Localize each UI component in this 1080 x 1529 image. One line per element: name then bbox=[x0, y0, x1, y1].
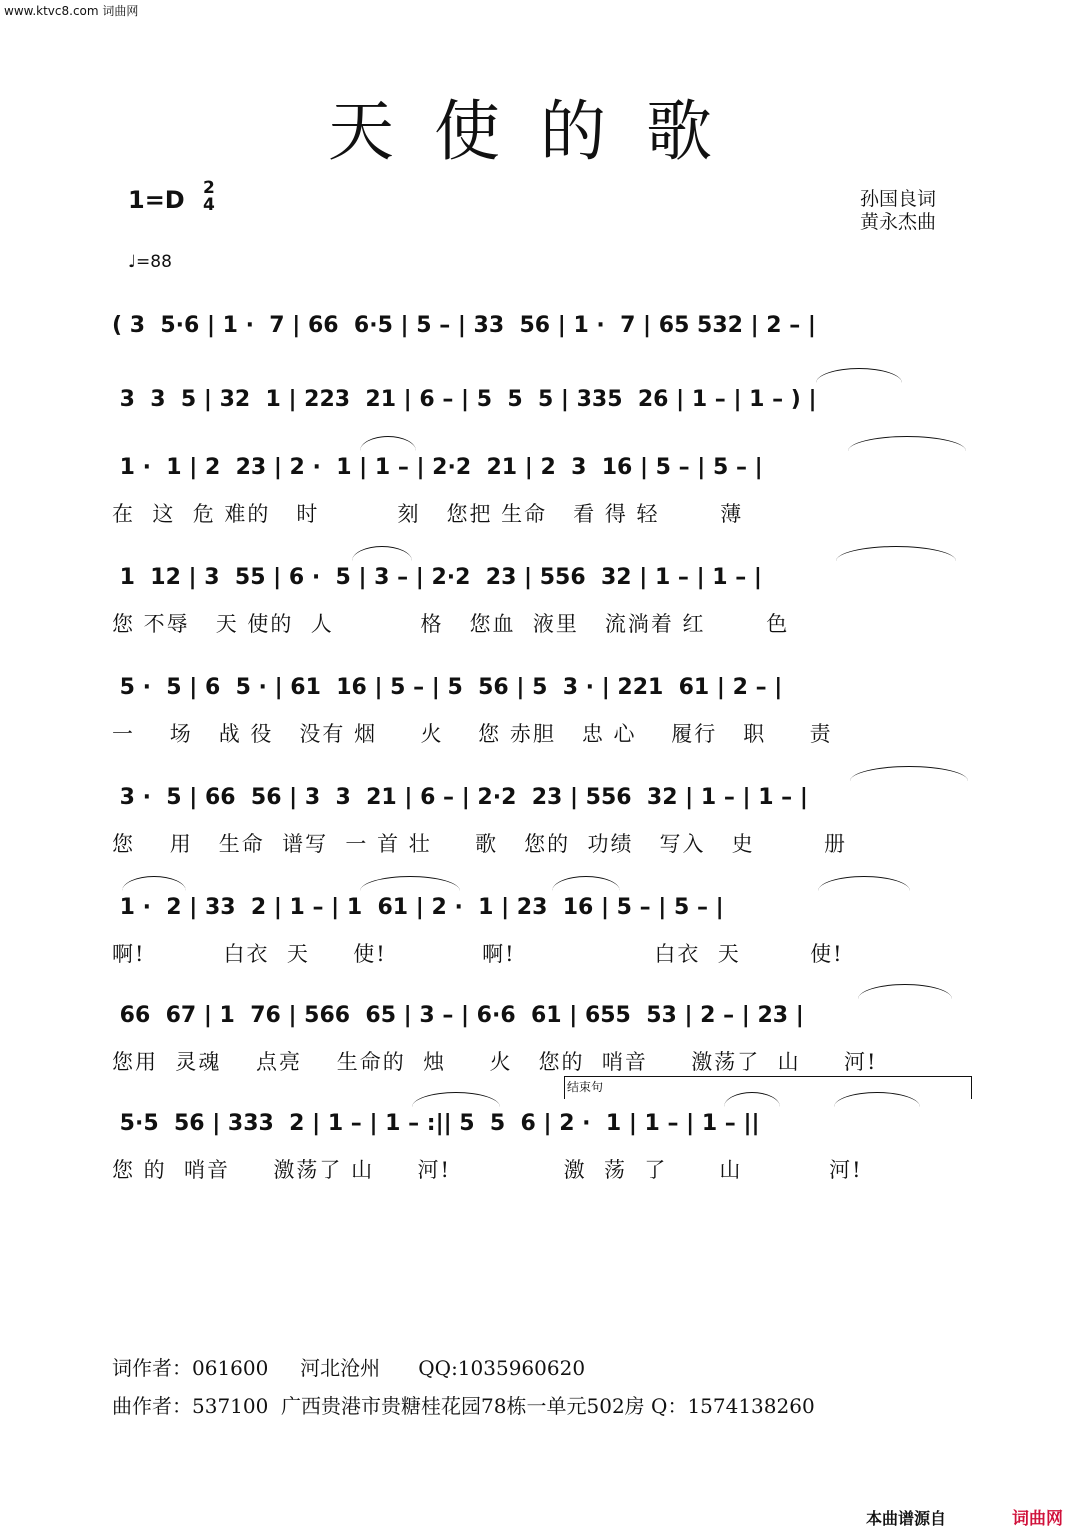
notation: 3 3 5 | 32 1 | 223 21 | 6 – | 5 5 5 | 335 26 | 1 – | 1 – ) | bbox=[112, 387, 817, 412]
notation: 5·5 56 | 333 2 | 1 – | 1 – :|| 5 5 6 | 2 · 1 | 1 – | 1 – || bbox=[112, 1111, 760, 1136]
lyricist-credit: 孙国良词 bbox=[860, 188, 937, 210]
notation: ( 3 5·6 | 1 · 7 | 66 6·5 | 5 – | 33 56 | 1 · 7 | 65 532 | 2 – | bbox=[112, 313, 816, 338]
lyrics: 啊! 白衣 天 使! 啊! 白衣 天 使! bbox=[112, 942, 844, 966]
ending-label: 结束句 bbox=[567, 1080, 604, 1094]
notation: 1 12 | 3 55 | 6 · 5 | 3 – | 2·2 23 | 556 32 | 1 – | 1 – | bbox=[112, 565, 762, 590]
credits bbox=[860, 188, 936, 234]
tempo-mark: ♩=88 bbox=[128, 252, 172, 272]
lyrics: 一 场 战 役 没有 烟 火 您 赤胆 忠 心 履行 职 责 bbox=[112, 722, 833, 746]
lyrics: 您 不辱 天 使的 人 格 您血 液里 流淌着 红 色 bbox=[112, 612, 790, 636]
key-signature: 1=D bbox=[128, 186, 185, 214]
source-label: 本曲谱源自 bbox=[866, 1509, 947, 1528]
time-signature bbox=[203, 180, 215, 214]
lyrics: 您 用 生命 谱写 一 首 壮 歌 您的 功绩 写入 史 册 bbox=[112, 832, 847, 856]
time-bottom: 4 bbox=[203, 195, 215, 215]
lyrics: 您 的 哨音 激荡了 山 河! 激 荡 了 山 河! bbox=[112, 1158, 863, 1182]
composer-info: 曲作者：537100 广西贵港市贵糖桂花园78栋一单元502房 Q：1574138260 bbox=[112, 1394, 815, 1418]
notation: 1 · 2 | 33 2 | 1 – | 1 61 | 2 · 1 | 23 16 | 5 – | 5 – | bbox=[112, 895, 724, 920]
time-top: 2 bbox=[203, 178, 215, 198]
song-title: 天使的歌 bbox=[328, 93, 752, 170]
site-watermark: www.ktvc8.com 词曲网 bbox=[4, 4, 139, 18]
lyrics: 在 这 危 难的 时 刻 您把 生命 看 得 轻 薄 bbox=[112, 502, 744, 526]
notation: 1 · 1 | 2 23 | 2 · 1 | 1 – | 2·2 21 | 2 3 16 | 5 – | 5 – | bbox=[112, 455, 763, 480]
brand-logo[interactable]: 词曲网 bbox=[1012, 1509, 1063, 1529]
lyrics: 您用 灵魂 点亮 生命的 烛 火 您的 哨音 激荡了 山 河! bbox=[112, 1050, 878, 1074]
lyricist-info: 词作者：061600 河北沧州 QQ:1035960620 bbox=[112, 1356, 586, 1380]
notation: 66 67 | 1 76 | 566 65 | 3 – | 6·6 61 | 655 53 | 2 – | 23 | bbox=[112, 1003, 804, 1028]
composer-credit: 黄永杰曲 bbox=[860, 211, 937, 233]
notation: 3 · 5 | 66 56 | 3 3 21 | 6 – | 2·2 23 | 556 32 | 1 – | 1 – | bbox=[112, 785, 808, 810]
notation: 5 · 5 | 6 5 · | 61 16 | 5 – | 5 56 | 5 3 · | 221 61 | 2 – | bbox=[112, 675, 783, 700]
